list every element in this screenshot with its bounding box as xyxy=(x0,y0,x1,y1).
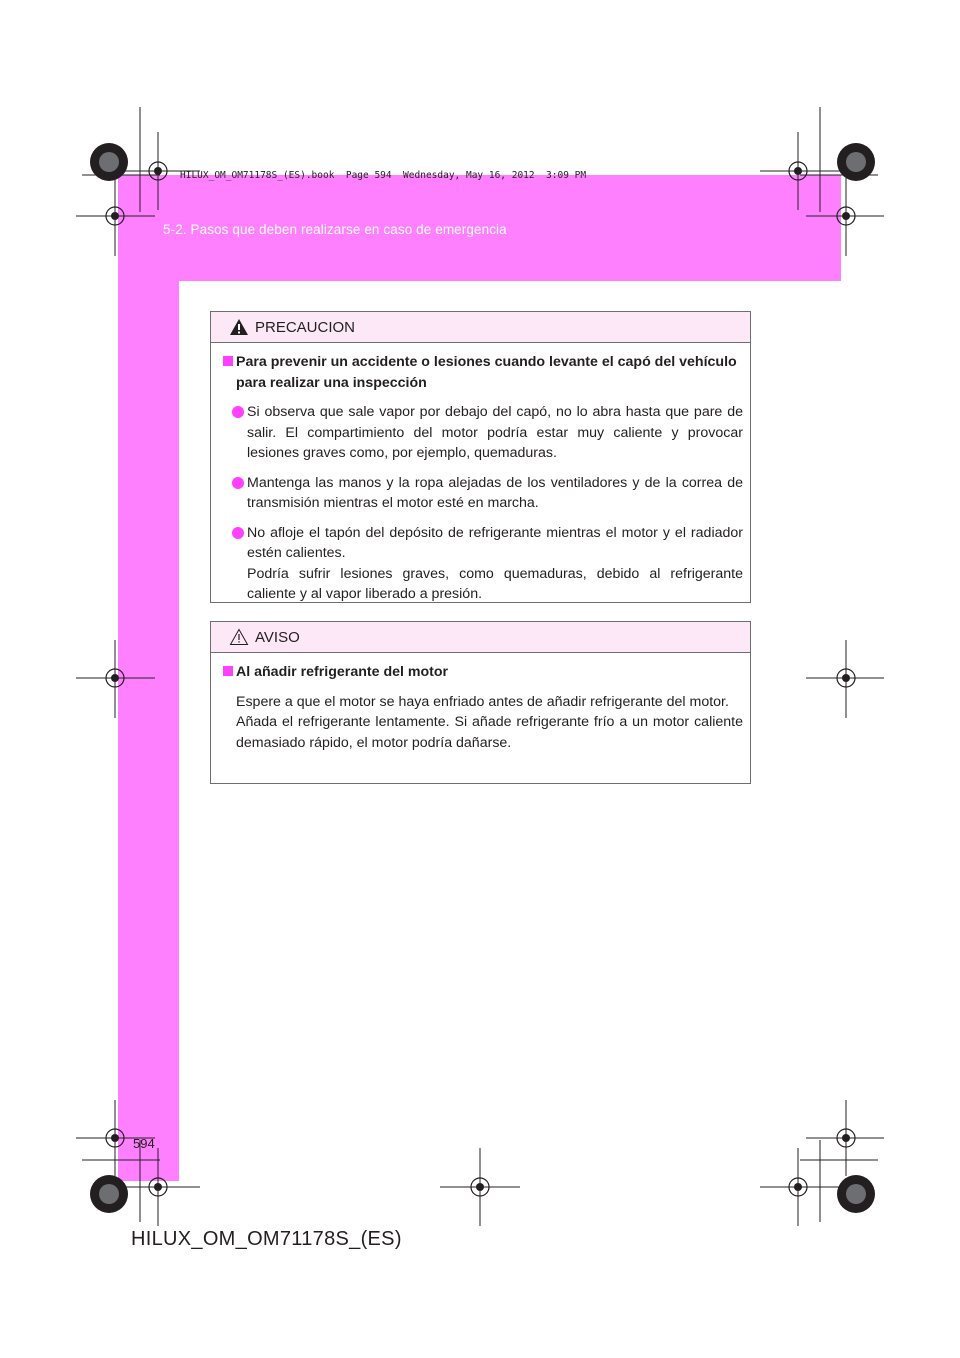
list-item: No afloje el tapón del depósito de refrigerante mientras el motor y el radiador estén calientes. Podría sufrir lesiones graves, como quemaduras, debido al refrigerante caliente y al vapor liberado a presión. xyxy=(223,523,743,605)
footer-code: HILUX_OM_OM71178S_(ES) xyxy=(131,1228,402,1250)
aviso-title: AVISO xyxy=(255,628,300,646)
round-bullet-icon xyxy=(232,477,244,489)
precaucion-item-title: Para prevenir un accidente o lesiones cuando levante el capó del vehículo para realizar una inspección xyxy=(223,352,743,393)
warning-outline-icon xyxy=(229,628,249,646)
list-item: Si observa que sale vapor por debajo del capó, no lo abra hasta que pare de salir. El compartimiento del motor podría estar muy caliente y provocar lesiones graves como, por ejemplo, quemaduras. xyxy=(223,402,743,464)
round-bullet-icon xyxy=(232,406,244,418)
precaucion-title: PRECAUCION xyxy=(255,318,356,336)
page-number: 594 xyxy=(133,1136,155,1151)
print-info: HILUX_OM_OM71178S_(ES).book Page 594 Wednesday, May 16, 2012 3:09 PM xyxy=(180,170,587,181)
aviso-box xyxy=(210,621,751,784)
warning-filled-icon xyxy=(229,318,249,336)
round-bullet-icon xyxy=(232,527,244,539)
aviso-item-title: Al añadir refrigerante del motor xyxy=(223,662,743,683)
square-bullet-icon xyxy=(223,666,233,676)
aviso-header xyxy=(211,622,750,653)
precaucion-box xyxy=(210,311,751,603)
section-header: 5-2. Pasos que deben realizarse en caso de emergencia xyxy=(163,222,507,237)
aviso-text: Espere a que el motor se haya enfriado antes de añadir refrigerante del motor. Añada el refrigerante lentamente. Si añade refrigerante frío a un motor caliente demasiado rápido, el motor podría dañarse. xyxy=(236,693,743,751)
square-bullet-icon xyxy=(223,356,233,366)
list-item: Mantenga las manos y la ropa alejadas de los ventiladores y de la correa de transmisión mientras el motor esté en marcha. xyxy=(223,473,743,514)
side-band xyxy=(118,281,179,1181)
precaucion-header xyxy=(211,312,750,343)
